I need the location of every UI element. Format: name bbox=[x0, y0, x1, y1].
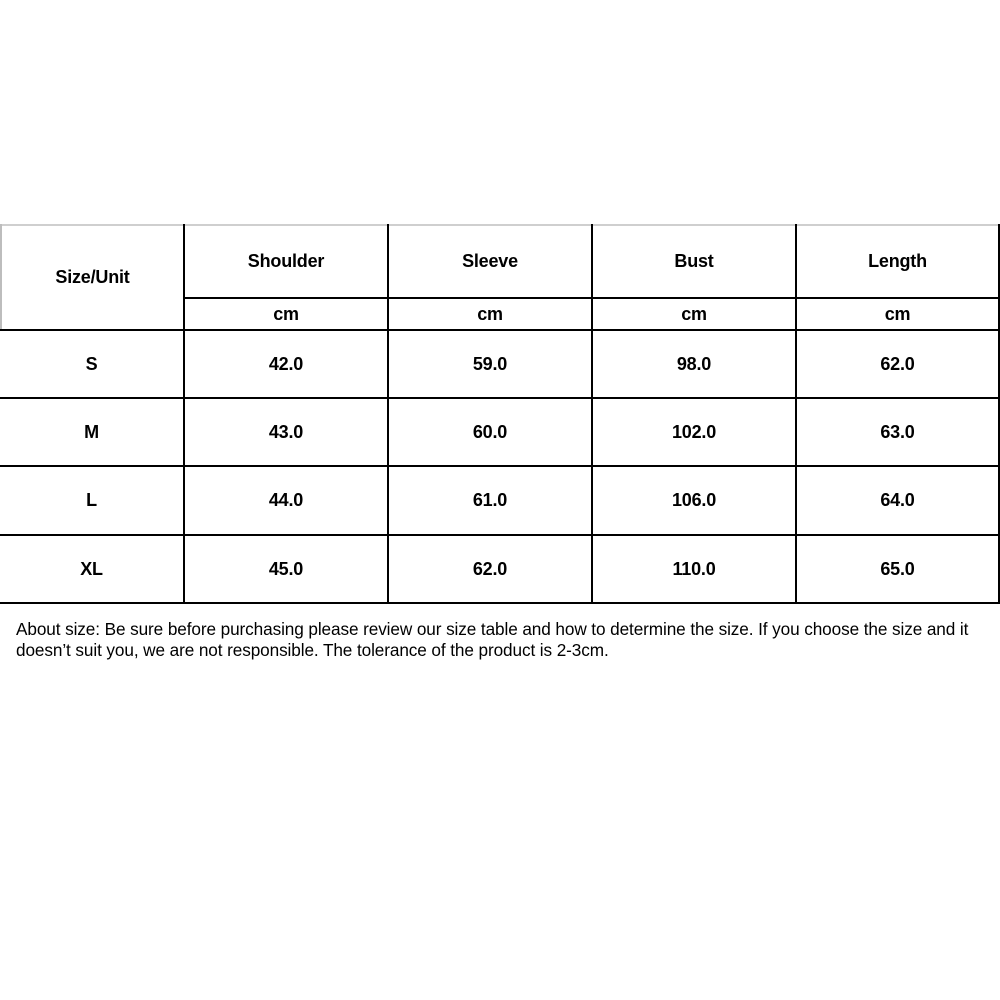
table-cell: 45.0 bbox=[268, 558, 304, 579]
table-cell: 60.0 bbox=[472, 421, 508, 442]
size-label: L bbox=[86, 490, 97, 510]
column-header-bust: Bust bbox=[674, 251, 714, 271]
column-header-shoulder: Shoulder bbox=[247, 251, 325, 271]
table-cell: 62.0 bbox=[880, 353, 915, 374]
table-cell: 59.0 bbox=[472, 353, 508, 374]
corner-header: Size/Unit bbox=[55, 267, 130, 287]
table-cell: 42.0 bbox=[268, 353, 304, 374]
size-disclaimer: About size: Be sure before purchasing please review our size table and how to determine the size. If you choose the size and it doesn’t suit you, we are not responsible. The tolerance of the product is 2-3cm. bbox=[16, 619, 969, 660]
table-cell: 102.0 bbox=[671, 421, 717, 442]
unit-label: cm bbox=[681, 303, 707, 324]
table-bottom-border bbox=[0, 602, 1000, 604]
table-cell: 61.0 bbox=[472, 490, 508, 510]
table-cell: 62.0 bbox=[472, 558, 508, 579]
table-cell: 63.0 bbox=[880, 421, 915, 442]
table-cell: 65.0 bbox=[880, 558, 915, 579]
unit-label: cm bbox=[273, 303, 299, 324]
table-cell: 106.0 bbox=[671, 490, 717, 510]
table-cell: 110.0 bbox=[672, 558, 716, 579]
size-label: XL bbox=[80, 558, 103, 579]
size-label: S bbox=[85, 353, 98, 374]
table-cell: 43.0 bbox=[268, 421, 304, 442]
unit-label: cm bbox=[477, 303, 503, 324]
table-cell: 98.0 bbox=[676, 353, 712, 374]
table-cell: 64.0 bbox=[880, 490, 915, 510]
column-header-length: Length bbox=[868, 251, 927, 271]
size-label: M bbox=[84, 421, 99, 442]
unit-label: cm bbox=[884, 303, 911, 324]
table-cell: 44.0 bbox=[268, 490, 304, 510]
size-chart-table bbox=[0, 224, 1000, 604]
column-header-sleeve: Sleeve bbox=[462, 251, 518, 271]
